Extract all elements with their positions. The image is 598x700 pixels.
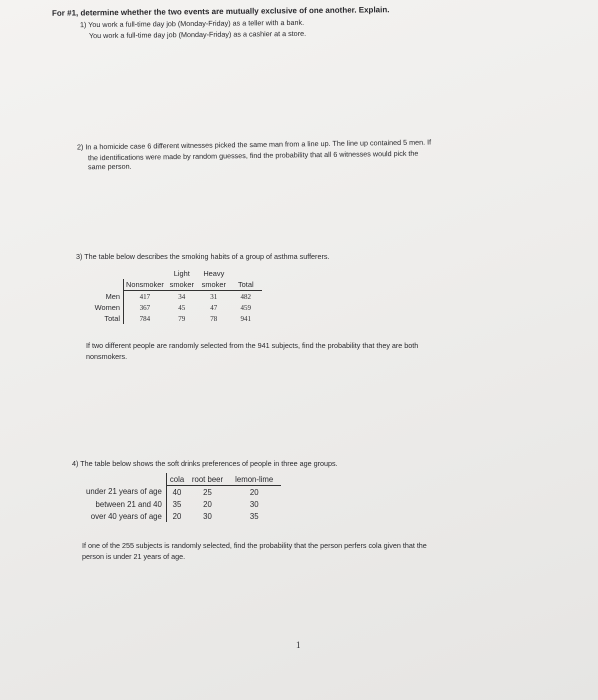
page-number: 1 xyxy=(296,640,301,650)
table-cell: 30 xyxy=(203,511,212,521)
table-cell: 459 xyxy=(240,303,252,312)
row-label-under-21: under 21 years of age xyxy=(83,486,166,499)
table-cell: 78 xyxy=(210,314,218,323)
q1-line1: 1) You work a full-time day job (Monday-Friday) as a teller with a bank. xyxy=(79,17,305,30)
header-smoker-2: smoker xyxy=(198,279,230,291)
table-cell: 367 xyxy=(139,303,151,312)
table-cell: 20 xyxy=(249,487,259,497)
instructions-text: For #1, determine whether the two events are mutually exclusive of one another. Explain. xyxy=(51,5,390,18)
header-heavy: Heavy xyxy=(203,269,225,278)
q3-question-line2: nonsmokers. xyxy=(86,352,128,361)
q2-line2: the identifications were made by random guesses, find the probability that all 6 witnesses would pick the xyxy=(87,148,419,163)
table-cell: 47 xyxy=(210,303,218,312)
table-cell: 941 xyxy=(240,314,252,323)
q4-intro: 4) The table below shows the soft drinks preferences of people in three age groups. xyxy=(72,459,338,468)
table-cell: 35 xyxy=(249,511,259,521)
table-cell: 482 xyxy=(240,292,252,301)
table-cell: 20 xyxy=(203,499,212,509)
q3-question-line1: If two different people are randomly selected from the 941 subjects, find the probability that they are both xyxy=(86,341,419,350)
table-cell: 35 xyxy=(172,499,182,509)
header-light: Light xyxy=(173,269,190,278)
table-cell: 34 xyxy=(178,292,186,301)
header-nonsmoker: Nonsmoker xyxy=(124,279,166,291)
header-total: Total xyxy=(230,279,262,291)
table-cell: 417 xyxy=(139,292,151,301)
q2-line3: same person. xyxy=(87,161,132,172)
table-cell: 30 xyxy=(249,499,259,509)
table-row xyxy=(80,302,262,313)
smoking-table xyxy=(80,268,262,324)
header-root-beer: root beer xyxy=(187,473,228,486)
table-cell: 25 xyxy=(203,487,212,497)
table-cell: 45 xyxy=(178,303,186,312)
table-row xyxy=(80,313,262,324)
table-row xyxy=(80,291,262,303)
table-row xyxy=(83,486,281,499)
table-row xyxy=(83,510,281,522)
q4-question-line1: If one of the 255 subjects is randomly selected, find the probability that the person perfers cola given that the xyxy=(82,541,427,550)
q3-intro: 3) The table below describes the smoking habits of a group of asthma sufferers. xyxy=(76,252,330,261)
row-label-men: Men xyxy=(80,291,124,303)
row-label-21-40: between 21 and 40 xyxy=(83,498,166,510)
header-cola: cola xyxy=(166,473,187,486)
row-label-women: Women xyxy=(80,302,124,313)
table-cell: 79 xyxy=(178,314,186,323)
q2-line1: 2) In a homicide case 6 different witnesses picked the same man from a line up. The line up contained 5 men. If xyxy=(76,137,432,152)
header-smoker-1: smoker xyxy=(166,279,198,291)
table-cell: 40 xyxy=(172,487,182,497)
table-cell: 31 xyxy=(210,292,218,301)
row-label-over-40: over 40 years of age xyxy=(83,510,166,522)
q1-line2: You work a full-time day job (Monday-Friday) as a cashier at a store. xyxy=(88,28,307,41)
table-cell: 20 xyxy=(172,511,182,521)
table-row xyxy=(83,498,281,510)
row-label-total: Total xyxy=(80,313,124,324)
header-lemon-lime: lemon-lime xyxy=(228,473,281,486)
soft-drinks-table xyxy=(83,473,281,522)
q4-question-line2: person is under 21 years of age. xyxy=(82,552,186,561)
table-cell: 784 xyxy=(139,314,151,323)
